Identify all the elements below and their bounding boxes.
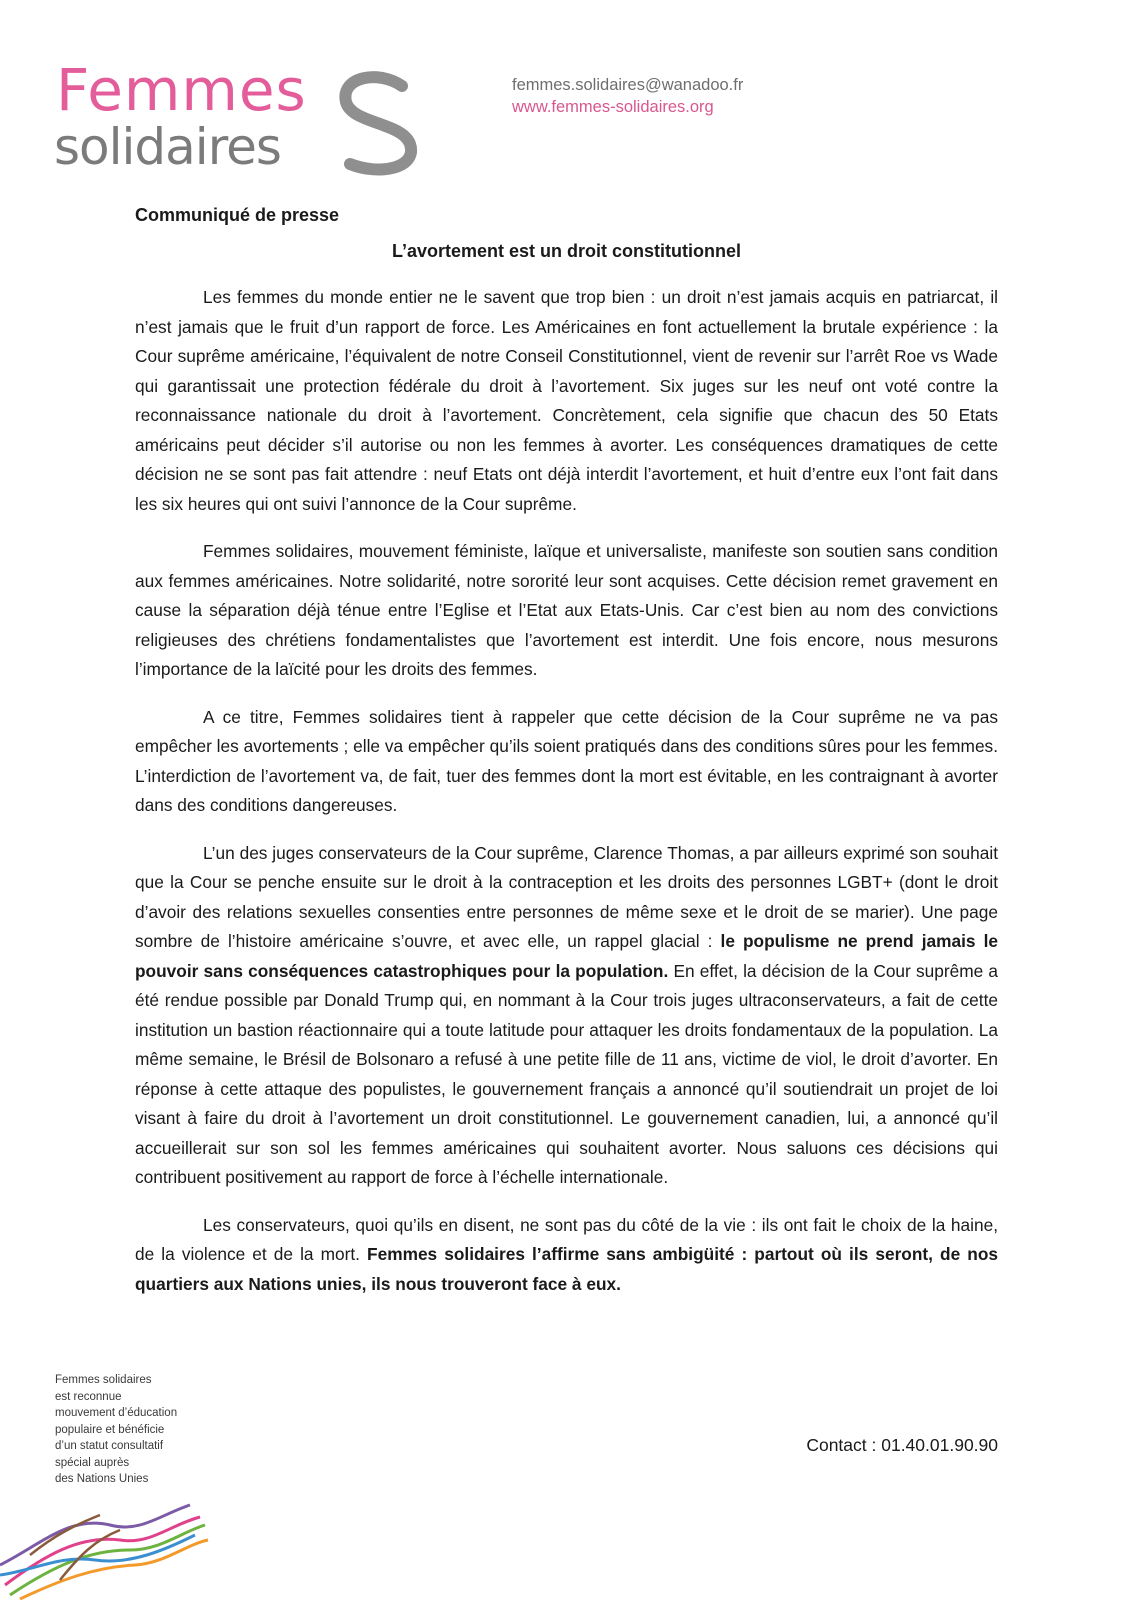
status-note [55,1372,225,1488]
document-title: L’avortement est un droit constitutionnel [391,241,742,261]
header-contact [512,74,743,118]
status-line: Femmes solidaires [55,1374,152,1386]
status-line: populaire et bénéficie [55,1423,165,1436]
header-website: www.femmes-solidaires.org [512,98,714,116]
status-line: d’un statut consultatif [55,1440,164,1452]
paragraph-5 [135,1211,998,1300]
paragraph-5-start: Les conservateurs, quoi qu’ils en disent, ne sont pas du côté de la vie : ils ont fait le choix de la haine, de la violence et de la mort. [135,1214,998,1264]
paragraph-4-start: L’un des juges conservateurs de la Cour suprême, Clarence Thomas, a par ailleurs exprimé son souhait que la Cour se penche ensuite sur le droit à la contraception et les droits des personnes LGBT+ (dont le droit d’avoir des relations sexuelles consenties entre personnes de même sexe et le droit de se marier). Une page sombre de l’histoire américaine s’ouvre, et avec elle, un rappel glacial : [135,842,998,951]
paragraph-4-end: En effet, la décision de la Cour suprême a été rendue possible par Donald Trump qui, en nommant à la Cour trois juges ultraconservateurs, a fait de cette institution un bastion réactionnaire qui a toute latitude pour attaquer les droits fondamentaux de la population. La même semaine, le Brésil de Bolsonaro a refusé à une petite fille de 11 ans, victime de viol, le droit d’avorter. En réponse à cette attaque des populistes, le gouvernement français a annoncé qu’il soutiendrait un projet de loi visant à faire du droit à l’avortement un droit constitutionnel. Le gouvernement canadien, lui, a annoncé qu’il accueillerait sur son sol les femmes américaines qui souhaitent avorter. Nous saluons ces décisions qui contribuent positivement au rapport de force à l’échelle internationale. [135,960,999,1187]
document-kicker: Communiqué de presse [135,205,340,225]
paragraph-1: Les femmes du monde entier ne le savent que trop bien : un droit n’est jamais acquis en patriarcat, il n’est jamais que le fruit d’un rapport de force. Les Américaines en font actuellement la brutale expérience : la Cour suprême américaine, l’équivalent de notre Conseil Constitutionnel, vient de revenir sur l’arrêt Roe vs Wade qui garantissait une protection fédérale du droit à l’avortement. Six juges sur les neuf ont voté contre la reconnaissance nationale du droit à l’avortement. Concrètement, cela signifie que chacun des 50 Etats américains peut décider s’il autorise ou non les femmes à avorter. Les conséquences dramatiques de cette décision ne se sont pas fait attendre : neuf Etats ont déjà interdit l’avortement, et huit d’entre eux l’ont fait dans les six heures qui ont suivi l’annonce de la Cour suprême. [135,287,998,514]
paragraph-5-emphasis: Femmes solidaires l’affirme sans ambigüité : partout où ils seront, de nos quartiers aux Nations unies, ils nous trouveront face à eux. [135,1244,998,1294]
contact-phone: Contact : 01.40.01.90.90 [806,1435,998,1455]
logo-word-femmes: Femmes [56,56,307,124]
paragraph-4-emphasis: le populisme ne prend jamais le pouvoir sans conséquences catastrophiques pour la population. [135,931,998,981]
logo-graphic [50,52,430,182]
decorative-ribbons [0,1495,210,1600]
ribbon-orange [20,1540,208,1599]
header-email: femmes.solidaires@wanadoo.fr [512,76,744,94]
status-line: mouvement d’éducation [55,1407,178,1419]
status-line: est reconnue [55,1390,122,1403]
paragraph-3: A ce titre, Femmes solidaires tient à rappeler que cette décision de la Cour suprême ne va pas empêcher les avortements ; elle va empêcher qu’ils soient pratiqués dans des conditions sûres pour les femmes. L’interdiction de l’avortement va, de fait, tuer des femmes dont la mort est évitable, en les contraignant à avorter dans des conditions dangereuses. [135,706,998,815]
ribbons-graphic [0,1495,210,1600]
status-line: spécial auprès [55,1456,130,1469]
paragraph-2: Femmes solidaires, mouvement féministe, laïque et universaliste, manifeste son soutien sans condition aux femmes américaines. Notre solidarité, notre sororité leur sont acquises. Cette décision remet gravement en cause la séparation déjà ténue entre l’Eglise et l’Etat aux Etats-Unis. Car c’est bien au nom des convictions religieuses des chrétiens fondamentalistes que l’avortement est interdit. Une fois encore, nous mesurons l’importance de la laïcité pour les droits des femmes. [135,541,998,679]
femmes-solidaires-logo [50,52,430,182]
ribbon-purple [0,1505,190,1565]
press-release [135,203,998,1299]
logo-word-solidaires: solidaires [54,118,281,176]
logo-swash [345,77,411,169]
status-line: des Nations Unies [55,1473,149,1485]
paragraph-4 [135,839,998,1193]
